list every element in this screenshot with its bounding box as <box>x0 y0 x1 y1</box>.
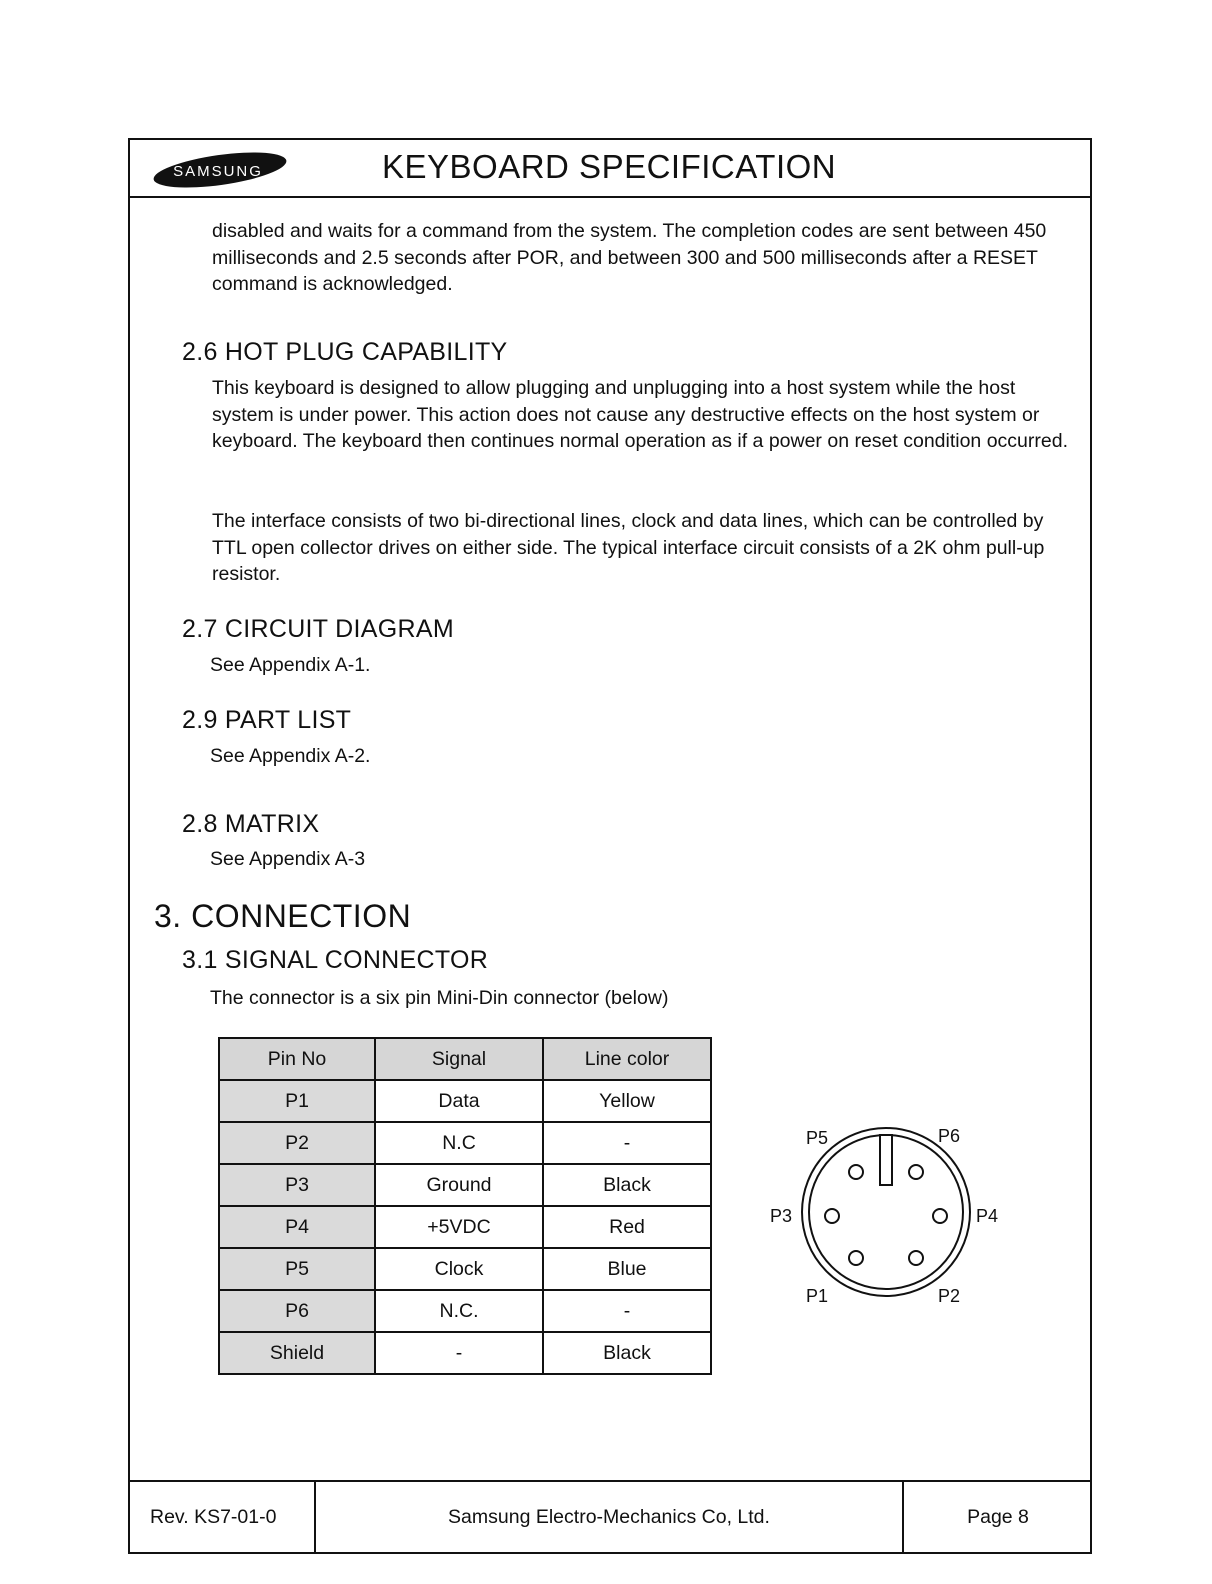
label-p3: P3 <box>770 1206 793 1226</box>
line-color-cell: - <box>543 1290 711 1332</box>
pin-hole-p3 <box>825 1209 839 1223</box>
pin-cell: P4 <box>219 1206 375 1248</box>
circuit-text: See Appendix A-1. <box>210 654 371 676</box>
pin-table <box>218 1037 712 1375</box>
label-p2: P2 <box>938 1286 961 1306</box>
line-color-cell: Black <box>543 1332 711 1374</box>
signal-cell: Ground <box>375 1164 543 1206</box>
label-p1: P1 <box>806 1286 829 1306</box>
section-heading-circuit: 2.7 CIRCUIT DIAGRAM <box>182 615 454 643</box>
pin-cell: P6 <box>219 1290 375 1332</box>
page-frame <box>128 138 1092 1554</box>
signal-cell: - <box>375 1332 543 1374</box>
mini-din-connector-diagram <box>766 1112 1006 1312</box>
label-p4: P4 <box>976 1206 999 1226</box>
table-row <box>219 1080 711 1122</box>
signal-cell: +5VDC <box>375 1206 543 1248</box>
table-row <box>219 1332 711 1374</box>
page-footer <box>130 1480 1090 1552</box>
section-heading-signal-connector: 3.1 SIGNAL CONNECTOR <box>182 946 489 974</box>
header-line-color: Line color <box>543 1038 711 1080</box>
pin-hole-p4 <box>933 1209 947 1223</box>
signal-cell: Data <box>375 1080 543 1122</box>
matrix-text: See Appendix A-3 <box>210 848 366 870</box>
signal-cell: N.C <box>375 1122 543 1164</box>
line-color-cell: Black <box>543 1164 711 1206</box>
footer-company: Samsung Electro-Mechanics Co, Ltd. <box>316 1482 904 1552</box>
hot-plug-paragraph-1: This keyboard is designed to allow plugging and unplugging into a host system while the host system is under power. This action does not cause any destructive effects on the host system or keyboard. The keyboard then continues normal operation as if a power on reset condition occurred. <box>212 377 1068 452</box>
section-heading-hot-plug: 2.6 HOT PLUG CAPABILITY <box>182 338 508 366</box>
part-list-text: See Appendix A-2. <box>210 745 371 767</box>
pin-hole-p2 <box>909 1251 923 1265</box>
table-row <box>219 1290 711 1332</box>
document-title: KEYBOARD SPECIFICATION <box>382 148 837 185</box>
pin-cell: P5 <box>219 1248 375 1290</box>
page-header <box>130 140 1090 198</box>
samsung-logo <box>152 152 288 188</box>
label-p6: P6 <box>938 1126 961 1146</box>
pin-hole-p6 <box>909 1165 923 1179</box>
header-signal: Signal <box>375 1038 543 1080</box>
footer-revision: Rev. KS7-01-0 <box>130 1482 316 1552</box>
label-p5: P5 <box>806 1128 829 1148</box>
signal-connector-text: The connector is a six pin Mini-Din connector (below) <box>210 987 669 1009</box>
line-color-cell: - <box>543 1122 711 1164</box>
section-heading-connection: 3. CONNECTION <box>154 898 412 934</box>
logo-text: SAMSUNG <box>173 163 263 180</box>
pin-table-header-row <box>219 1038 711 1080</box>
intro-paragraph: disabled and waits for a command from the system. The completion codes are sent between 450 milliseconds and 2.5 seconds after POR, and between 300 and 500 milliseconds after a RESET command is acknowledged. <box>212 220 1047 295</box>
pin-cell: P2 <box>219 1122 375 1164</box>
section-heading-part-list: 2.9 PART LIST <box>182 706 352 734</box>
pin-cell: Shield <box>219 1332 375 1374</box>
pin-hole-p5 <box>849 1165 863 1179</box>
line-color-cell: Blue <box>543 1248 711 1290</box>
connector-key-slot <box>880 1135 892 1185</box>
header-pin-no: Pin No <box>219 1038 375 1080</box>
table-row <box>219 1122 711 1164</box>
pin-cell: P1 <box>219 1080 375 1122</box>
table-row <box>219 1206 711 1248</box>
pin-cell: P3 <box>219 1164 375 1206</box>
signal-cell: N.C. <box>375 1290 543 1332</box>
pin-hole-p1 <box>849 1251 863 1265</box>
footer-page-number: Page 8 <box>967 1505 1029 1528</box>
section-heading-matrix: 2.8 MATRIX <box>182 810 320 838</box>
line-color-cell: Yellow <box>543 1080 711 1122</box>
signal-cell: Clock <box>375 1248 543 1290</box>
hot-plug-paragraph-2: The interface consists of two bi-directional lines, clock and data lines, which can be controlled by TTL open collector drives on either side. The typical interface circuit consists of a 2K ohm pull-up resistor. <box>212 510 1045 585</box>
line-color-cell: Red <box>543 1206 711 1248</box>
table-row <box>219 1248 711 1290</box>
table-row <box>219 1164 711 1206</box>
